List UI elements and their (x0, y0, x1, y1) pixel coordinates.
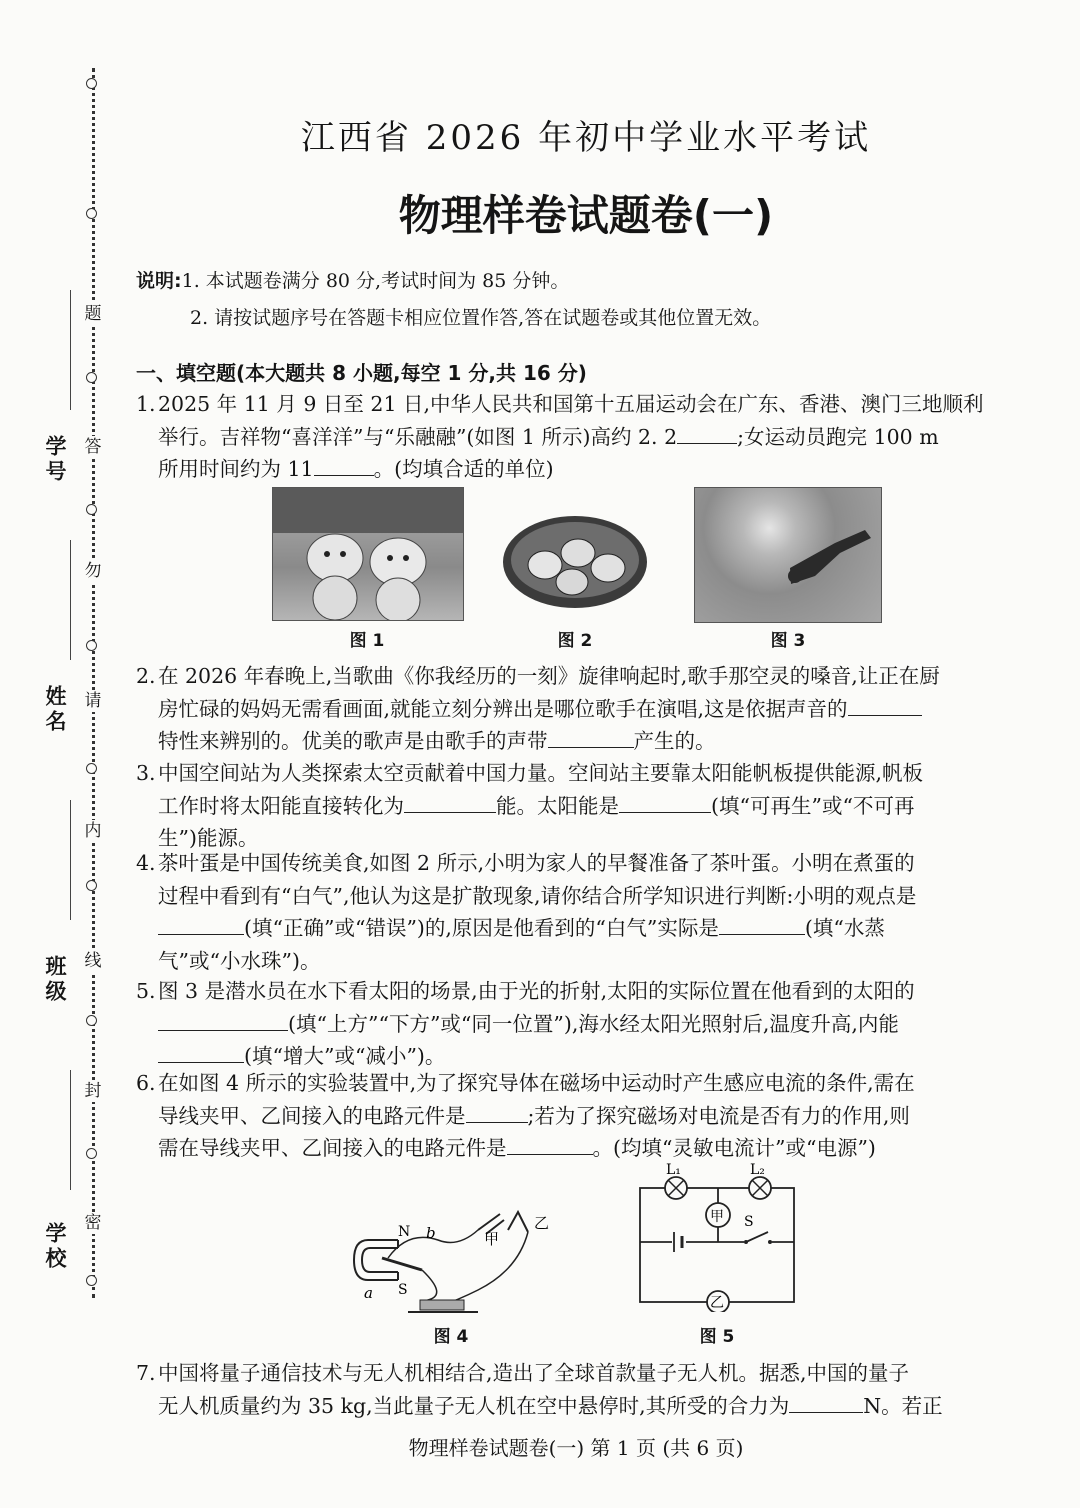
figure-2-tea-eggs-photo (500, 510, 650, 610)
page-footer: 物理样卷试题卷(一) 第 1 页 (共 6 页) (408, 1436, 744, 1460)
answer-blank[interactable] (404, 792, 496, 813)
figure-4-caption: 图 4 (433, 1327, 469, 1347)
svg-text:乙: 乙 (710, 1295, 724, 1311)
bowl-icon (500, 510, 650, 610)
field-label-school: 学校 (43, 1222, 67, 1272)
seal-char: 答 (80, 436, 106, 458)
field-line (70, 800, 71, 920)
answer-blank[interactable] (619, 792, 711, 813)
instructions-line-2: 2. 请按试题序号在答题卡相应位置作答,答在试题卷或其他位置无效。 (190, 307, 772, 329)
svg-text:甲: 甲 (710, 1209, 724, 1225)
seal-circle (86, 1015, 97, 1026)
question-4: 4. 茶叶蛋是中国传统美食,如图 2 所示,小明为家人的早餐准备了茶叶蛋。小明在煮蛋的 过程中看到有“白气”,他认为这是扩散现象,请你结合所学知识进行判断:小明的观点是 (填“正确”或“错误”)的,原因是他看到的“白气”实际是 (填“水蒸 气”或“小水珠”)。 (136, 851, 917, 973)
svg-text:N: N (398, 1224, 411, 1240)
question-3: 3. 中国空间站为人类探索太空贡献着中国力量。空间站主要靠太阳能帆板提供能源,帆板 工作时将太阳能直接转化为 能。太阳能是 (填“可再生”或“不可再 生”)能源。 (136, 761, 924, 850)
seal-char: 请 (80, 690, 106, 712)
svg-text:a: a (364, 1284, 373, 1302)
answer-blank[interactable] (548, 727, 634, 748)
field-line (70, 1070, 71, 1190)
answer-blank[interactable] (158, 1010, 288, 1031)
answer-blank[interactable] (158, 914, 244, 935)
seal-circle (86, 1275, 97, 1286)
switch-base-icon (420, 1300, 464, 1310)
field-label-class: 班级 (43, 955, 67, 1005)
answer-blank[interactable] (677, 423, 737, 444)
field-label-student-number: 学号 (43, 435, 67, 485)
figure-1-caption: 图 1 (349, 631, 385, 651)
svg-text:S: S (744, 1214, 754, 1230)
figure-5-caption: 图 5 (699, 1327, 735, 1347)
figure-3-diver-photo (694, 487, 882, 623)
answer-blank[interactable] (158, 1042, 244, 1063)
question-5: 5. 图 3 是潜水员在水下看太阳的场景,由于光的折射,太阳的实际位置在他看到的太阳的 (填“上方”“下方”或“同一位置”),海水经太阳光照射后,温度升高,内能 (填“增大”或“减小”)。 (136, 979, 915, 1068)
figure-3-caption: 图 3 (770, 631, 806, 651)
battery-icon (672, 1230, 686, 1254)
svg-text:b: b (426, 1224, 436, 1242)
seal-circle (86, 763, 97, 774)
question-6: 6. 在如图 4 所示的实验装置中,为了探究导体在磁场中运动时产生感应电流的条件,需在 导线夹甲、乙间接入的电路元件是 ;若为了探究磁场对电流是否有力的作用,则 需在导线夹甲、乙间接入的电路元件是 。(均填“灵敏电流计”或“电源”) (136, 1071, 915, 1160)
binding-margin (0, 0, 130, 1508)
answer-blank[interactable] (848, 695, 922, 716)
seal-circle (86, 208, 97, 219)
switch-s-icon (744, 1232, 772, 1246)
figure-4-diagram (348, 1200, 558, 1322)
instructions-line-1: 说明:1. 本试题卷满分 80 分,考试时间为 85 分钟。 (136, 270, 570, 292)
svg-text:S: S (398, 1282, 408, 1298)
question-7: 7. 中国将量子通信技术与无人机相结合,造出了全球首款量子无人机。据悉,中国的量子 无人机质量约为 35 kg,当此量子无人机在空中悬停时,其所受的合力为 N。若正 (136, 1361, 943, 1418)
seal-circle (86, 78, 97, 89)
exam-title: 江西省 2026 年初中学业水平考试 (300, 118, 872, 158)
seal-circle (86, 880, 97, 891)
answer-blank[interactable] (314, 455, 374, 476)
section-heading: 一、填空题(本大题共 8 小题,每空 1 分,共 16 分) (136, 361, 587, 385)
seal-char: 线 (80, 950, 106, 972)
seal-circle (86, 504, 97, 515)
seal-circle (86, 640, 97, 651)
mascot-icon (273, 488, 463, 620)
figure-2-caption: 图 2 (557, 631, 593, 651)
answer-blank[interactable] (507, 1134, 593, 1155)
clip-yi-icon (508, 1212, 528, 1232)
diver-icon (695, 488, 881, 622)
exam-subtitle: 物理样卷试题卷(一) (398, 191, 774, 240)
seal-char: 题 (80, 303, 106, 325)
svg-text:L₂: L₂ (750, 1162, 765, 1178)
lamp-l1-icon (665, 1177, 687, 1199)
seal-dotted-line (92, 68, 95, 1298)
field-line (70, 290, 71, 410)
figure-1-mascots-photo (272, 487, 464, 621)
seal-char: 内 (80, 820, 106, 842)
seal-char: 封 (80, 1080, 106, 1102)
svg-text:L₁: L₁ (666, 1162, 681, 1178)
answer-blank[interactable] (719, 914, 805, 935)
seal-circle (86, 1148, 97, 1159)
svg-text:乙: 乙 (534, 1214, 550, 1232)
lamp-l2-icon (749, 1177, 771, 1199)
answer-blank[interactable] (789, 1392, 863, 1413)
svg-text:甲: 甲 (484, 1230, 500, 1248)
seal-char: 密 (80, 1212, 106, 1234)
field-label-name: 姓名 (43, 685, 67, 735)
question-1: 1. 2025 年 11 月 9 日至 21 日,中华人民共和国第十五届运动会在广东、香港、澳门三地顺利 举行。吉祥物“喜洋洋”与“乐融融”(如图 1 所示)高约 2. 2 ;女运动员跑完 100 m 所用时间约为 11 。(均填合适的单位) (136, 392, 984, 481)
figure-5-circuit (632, 1160, 802, 1312)
field-line (70, 540, 71, 660)
conductor-ab-icon (382, 1258, 422, 1270)
answer-blank[interactable] (466, 1102, 528, 1123)
instructions-label: 说明: (136, 270, 182, 292)
seal-circle (86, 372, 97, 383)
question-2: 2. 在 2026 年春晚上,当歌曲《你我经历的一刻》旋律响起时,歌手那空灵的嗓音,让正在厨 房忙碌的妈妈无需看画面,就能立刻分辨出是哪位歌手在演唱,这是依据声音的 特性来辨别的。优美的歌声是由歌手的声带 产生的。 (136, 664, 940, 753)
seal-char: 勿 (80, 560, 106, 582)
